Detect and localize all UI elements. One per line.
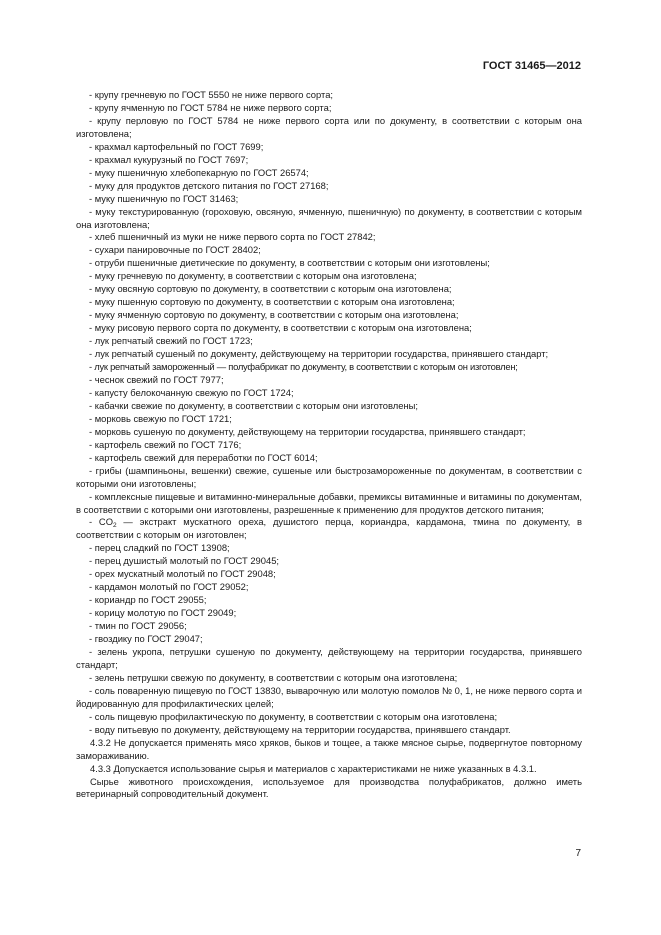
list-item: - соль пищевую профилактическую по документу, в соответствии с которым она изготовлена; [89, 710, 498, 722]
list-item: - кориандр по ГОСТ 29055; [89, 594, 207, 606]
list-item: - муку рисовую первого сорта по документу, в соответствии с которым она изготовлена; [89, 322, 472, 334]
list-item: - муку пшенную сортовую по документу, в соответствии с которым она изготовлена; [89, 296, 455, 308]
list-item: - муку гречневую по документу, в соответствии с которым она изготовлена; [89, 270, 417, 282]
list-item: - крупу гречневую по ГОСТ 5550 не ниже первого сорта; [89, 89, 334, 100]
list-item: - тмин по ГОСТ 29056; [89, 620, 187, 632]
list-item: - морковь свежую по ГОСТ 1721; [89, 412, 232, 424]
clause-4-3-2: 4.3.2 Не допускается применять мясо хряков, быков и тощее, а также мясное сырье, подвергнутое повторному замораживанию. [76, 736, 582, 761]
list-item: - перец сладкий по ГОСТ 13908; [89, 542, 230, 554]
list-item: - отруби пшеничные диетические по документу, в соответствии с которым они изготовлены; [89, 257, 490, 269]
list-item: - воду питьевую по документу, действующему на территории государства, принявшего стандарт. [89, 723, 511, 735]
page-number: 7 [575, 848, 581, 859]
list-item: - муку текстурированную (гороховую, овсяную, ячменную, пшеничную) по документу, в соответствии с которым она изготовлена; [76, 205, 582, 230]
document-body [76, 89, 582, 801]
list-item: - картофель свежий для переработки по ГОСТ 6014; [89, 451, 318, 463]
list-item: - гвоздику по ГОСТ 29047; [89, 633, 203, 645]
clause-4-3-3: 4.3.3 Допускается использование сырья и материалов с характеристиками не ниже указанных в 4.3.1. [90, 762, 537, 774]
list-item: - крахмал кукурузный по ГОСТ 7697; [89, 153, 249, 165]
list-item: - лук репчатый замороженный — полуфабрикат по документу, в соответствии с которым он изготовлен; [89, 361, 518, 373]
list-item: - кардамон молотый по ГОСТ 29052; [89, 581, 249, 593]
list-item: - сухари панировочные по ГОСТ 28402; [89, 244, 261, 256]
list-item: - кабачки свежие по документу, в соответствии с которым они изготовлены; [89, 399, 418, 411]
list-item: - комплексные пищевые и витаминно-минеральные добавки, премиксы витаминные и витамины по документам, в соответствии с которыми они изготовлены, разрешенные к применению для продуктов детского питания; [76, 490, 582, 515]
list-item: - лук репчатый сушеный по документу, действующему на территории государства, принявшего стандарт; [89, 348, 549, 360]
list-item: - капусту белокочанную свежую по ГОСТ 1724; [89, 386, 294, 398]
list-item: - чеснок свежий по ГОСТ 7977; [89, 373, 224, 385]
list-item: - картофель свежий по ГОСТ 7176; [89, 438, 242, 450]
list-item: - орех мускатный молотый по ГОСТ 29048; [89, 568, 276, 580]
list-item: - муку для продуктов детского питания по ГОСТ 27168; [89, 179, 329, 191]
list-item: - грибы (шампиньоны, вешенки) свежие, сушеные или быстрозамороженные по документам, в соответствии с которыми они изготовлены; [76, 464, 582, 489]
co2-rest: — экстракт мускатного ореха, душистого перца, кориандра, кардамона, тмина по документу, в соответствии с которым он изготовлен; [76, 516, 582, 541]
list-item: - крахмал картофельный по ГОСТ 7699; [89, 140, 264, 152]
animal-origin-paragraph: Сырье животного происхождения, используемое для производства полуфабрикатов, должно иметь ветеринарный сопроводительный документ. [76, 775, 582, 800]
list-item: - корицу молотую по ГОСТ 29049; [89, 607, 237, 619]
list-item: - перец душистый молотый по ГОСТ 29045; [89, 555, 280, 567]
list-item: - морковь сушеную по документу, действующему на территории государства, принявшего стандарт; [89, 425, 526, 437]
standard-header: ГОСТ 31465—2012 [482, 60, 581, 72]
list-item: - муку овсяную сортовую по документу, в соответствии с которым она изготовлена; [89, 283, 452, 295]
list-item: - хлеб пшеничный из муки не ниже первого сорта по ГОСТ 27842; [89, 231, 376, 243]
co2-subscript: 2 [112, 522, 117, 530]
list-item: - крупу ячменную по ГОСТ 5784 не ниже первого сорта; [89, 101, 332, 113]
list-item: - зелень петрушки свежую по документу, в соответствии с которым она изготовлена; [89, 671, 458, 683]
co2-prefix: - CO [89, 516, 113, 528]
list-item: - зелень укропа, петрушки сушеную по документу, действующему на территории государства, принявшего стандарт; [76, 645, 582, 670]
list-item: - муку ячменную сортовую по документу, в соответствии с которым она изготовлена; [89, 309, 459, 321]
list-item: - лук репчатый свежий по ГОСТ 1723; [89, 335, 253, 347]
list-item: - соль поваренную пищевую по ГОСТ 13830, выварочную или молотую помолов № 0, 1, не ниже первого сорта и йодированную для профилактических целей; [76, 684, 582, 709]
list-item-co2 [76, 516, 582, 542]
list-item: - муку пшеничную по ГОСТ 31463; [89, 192, 239, 204]
list-item: - крупу перловую по ГОСТ 5784 не ниже первого сорта или по документу, в соответствии с которым она изготовлена; [76, 114, 582, 139]
list-item: - муку пшеничную хлебопекарную по ГОСТ 26574; [89, 166, 309, 178]
